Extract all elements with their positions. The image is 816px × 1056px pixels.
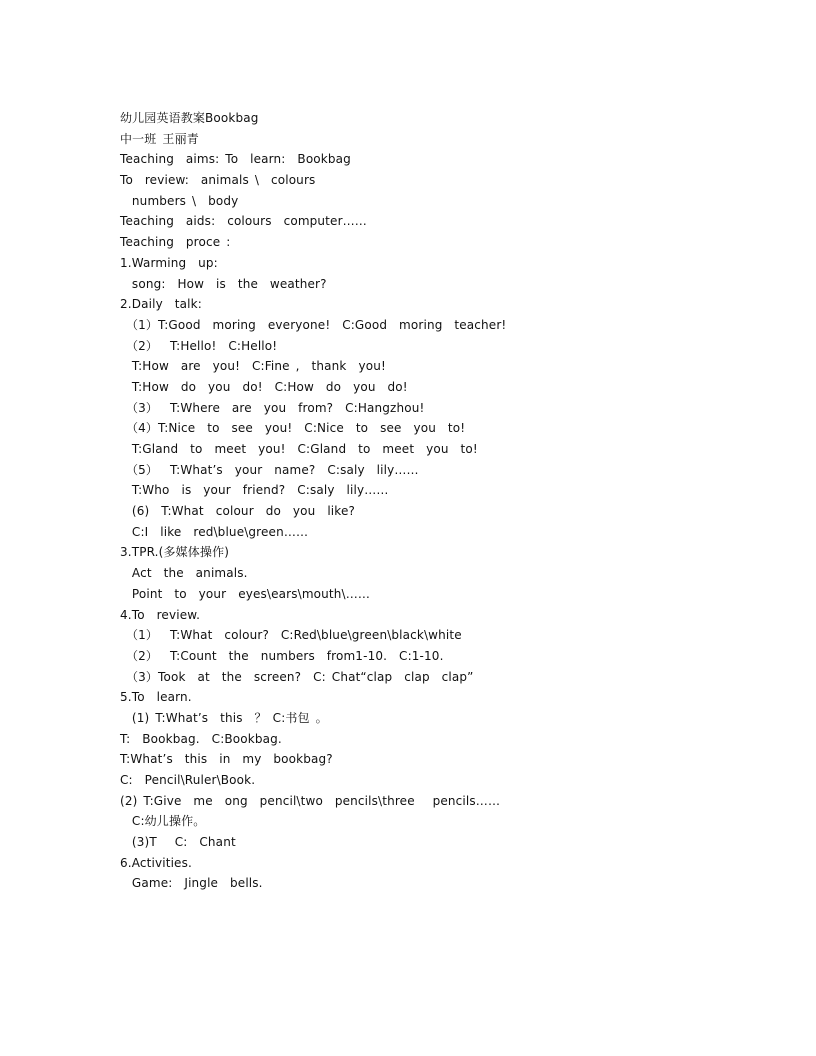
text-line: （5） T:What’s your name? C:saly lily……: [120, 462, 419, 477]
text-line: C:幼儿操作。: [120, 814, 206, 829]
text-line: (2) T:Give me ong pencil\two pencils\three pencils……: [120, 793, 501, 808]
lesson-plan-body: [120, 108, 720, 894]
text-line: 6.Activities.: [120, 855, 192, 870]
text-line: 中一班 王丽青: [120, 131, 199, 146]
text-line: Act the animals.: [120, 566, 248, 581]
text-line: (3)T C: Chant: [120, 835, 236, 850]
text-line: Point to your eyes\ears\mouth\……: [120, 586, 371, 601]
text-line: T:How do you do! C:How do you do!: [120, 379, 408, 394]
text-line: Teaching proce :: [120, 235, 231, 250]
text-line: To review: animals \ colours: [120, 173, 316, 188]
text-line: （1）T:Good moring everyone! C:Good moring teacher!: [120, 317, 507, 332]
text-line: 5.To learn.: [120, 690, 192, 705]
text-line: T:How are you! C:Fine , thank you!: [120, 359, 386, 374]
text-line: (1) T:What’s this ？ C:书包 。: [120, 710, 328, 725]
text-line: (6) T:What colour do you like?: [120, 504, 356, 519]
document-lines: [120, 129, 720, 894]
text-line: （4）T:Nice to see you! C:Nice to see you to!: [120, 421, 466, 436]
text-line: song: How is the weather?: [120, 276, 327, 291]
text-line: T: Bookbag. C:Bookbag.: [120, 731, 282, 746]
document-title: 幼儿园英语教案Bookbag: [120, 111, 259, 125]
text-line: （3）Took at the screen? C: Chat“clap clap clap”: [120, 669, 474, 684]
text-line: Game: Jingle bells.: [120, 876, 263, 891]
text-line: 1.Warming up:: [120, 255, 218, 270]
text-line: （2） T:Hello! C:Hello!: [120, 338, 278, 353]
text-line: Teaching aids: colours computer……: [120, 214, 367, 229]
text-line: C: Pencil\Ruler\Book.: [120, 773, 256, 787]
text-line: 4.To review.: [120, 607, 201, 622]
text-line: C:I like red\blue\green……: [120, 524, 309, 539]
text-line: Teaching aims: To learn: Bookbag: [120, 152, 351, 167]
text-line: numbers \ body: [120, 193, 239, 208]
text-line: （3） T:Where are you from? C:Hangzhou!: [120, 400, 425, 415]
text-line: T:Gland to meet you! C:Gland to meet you to!: [120, 442, 478, 456]
text-line: 3.TPR.(多媒体操作): [120, 545, 230, 560]
text-line: （1） T:What colour? C:Red\blue\green\black\white: [120, 628, 462, 643]
text-line: 2.Daily talk:: [120, 297, 202, 312]
text-line: （2） T:Count the numbers from1-10. C:1-10.: [120, 648, 444, 663]
text-line: T:What’s this in my bookbag?: [120, 752, 333, 767]
text-line: T:Who is your friend? C:saly lily……: [120, 483, 389, 498]
